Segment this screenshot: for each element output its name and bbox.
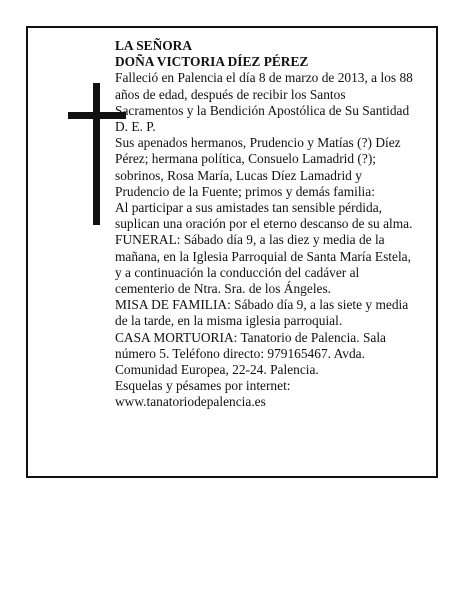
family-line: sobrinos, Rosa María, Lucas Díez Lamadrid y <box>115 167 362 183</box>
online-condolences-line: Esquelas y pésames por internet: <box>115 378 291 394</box>
family-line: Prudencio de la Fuente; primos y demás familia: <box>115 183 375 199</box>
family-line: Pérez; hermana política, Consuelo Lamadrid (?); <box>115 151 377 167</box>
family-line: Sus apenados hermanos, Prudencio y Matías (?) Díez <box>115 135 401 151</box>
cross-vertical-bar <box>93 83 100 225</box>
family-mass-line: de la tarde, en la misma iglesia parroquial. <box>115 313 343 329</box>
request-line: suplican una oración por el eterno descanso de su alma. <box>115 216 413 232</box>
family-mass-line: MISA DE FAMILIA: Sábado día 9, a las siete y media <box>115 297 409 313</box>
rip-line: D. E. P. <box>115 119 156 135</box>
website-link[interactable]: www.tanatoriodepalencia.es <box>115 394 266 410</box>
funeral-line: cementerio de Ntra. Sra. de los Ángeles. <box>115 281 332 297</box>
death-info-line: Falleció en Palencia el día 8 de marzo de 2013, a los 88 <box>115 70 413 86</box>
death-info-line: años de edad, después de recibir los Santos <box>115 86 346 102</box>
funeral-line: FUNERAL: Sábado día 9, a las diez y media de la <box>115 232 385 248</box>
obituary-text <box>115 38 430 411</box>
funeral-line: y a continuación la conducción del cadáver al <box>115 264 360 280</box>
death-info-line: Sacramentos y la Bendición Apostólica de Su Santidad <box>115 102 410 118</box>
funeral-line: mañana, en la Iglesia Parroquial de Santa María Estela, <box>115 248 411 264</box>
deceased-name: DOÑA VICTORIA DÍEZ PÉREZ <box>115 54 309 70</box>
funeral-home-line: Comunidad Europea, 22-24. Palencia. <box>115 362 319 378</box>
request-line: Al participar a sus amistades tan sensible pérdida, <box>115 200 382 216</box>
title-la-senora: LA SEÑORA <box>115 38 193 53</box>
funeral-home-line: número 5. Teléfono directo: 979165467. Avda. <box>115 345 365 361</box>
funeral-home-line: CASA MORTUORIA: Tanatorio de Palencia. Sala <box>115 329 386 345</box>
